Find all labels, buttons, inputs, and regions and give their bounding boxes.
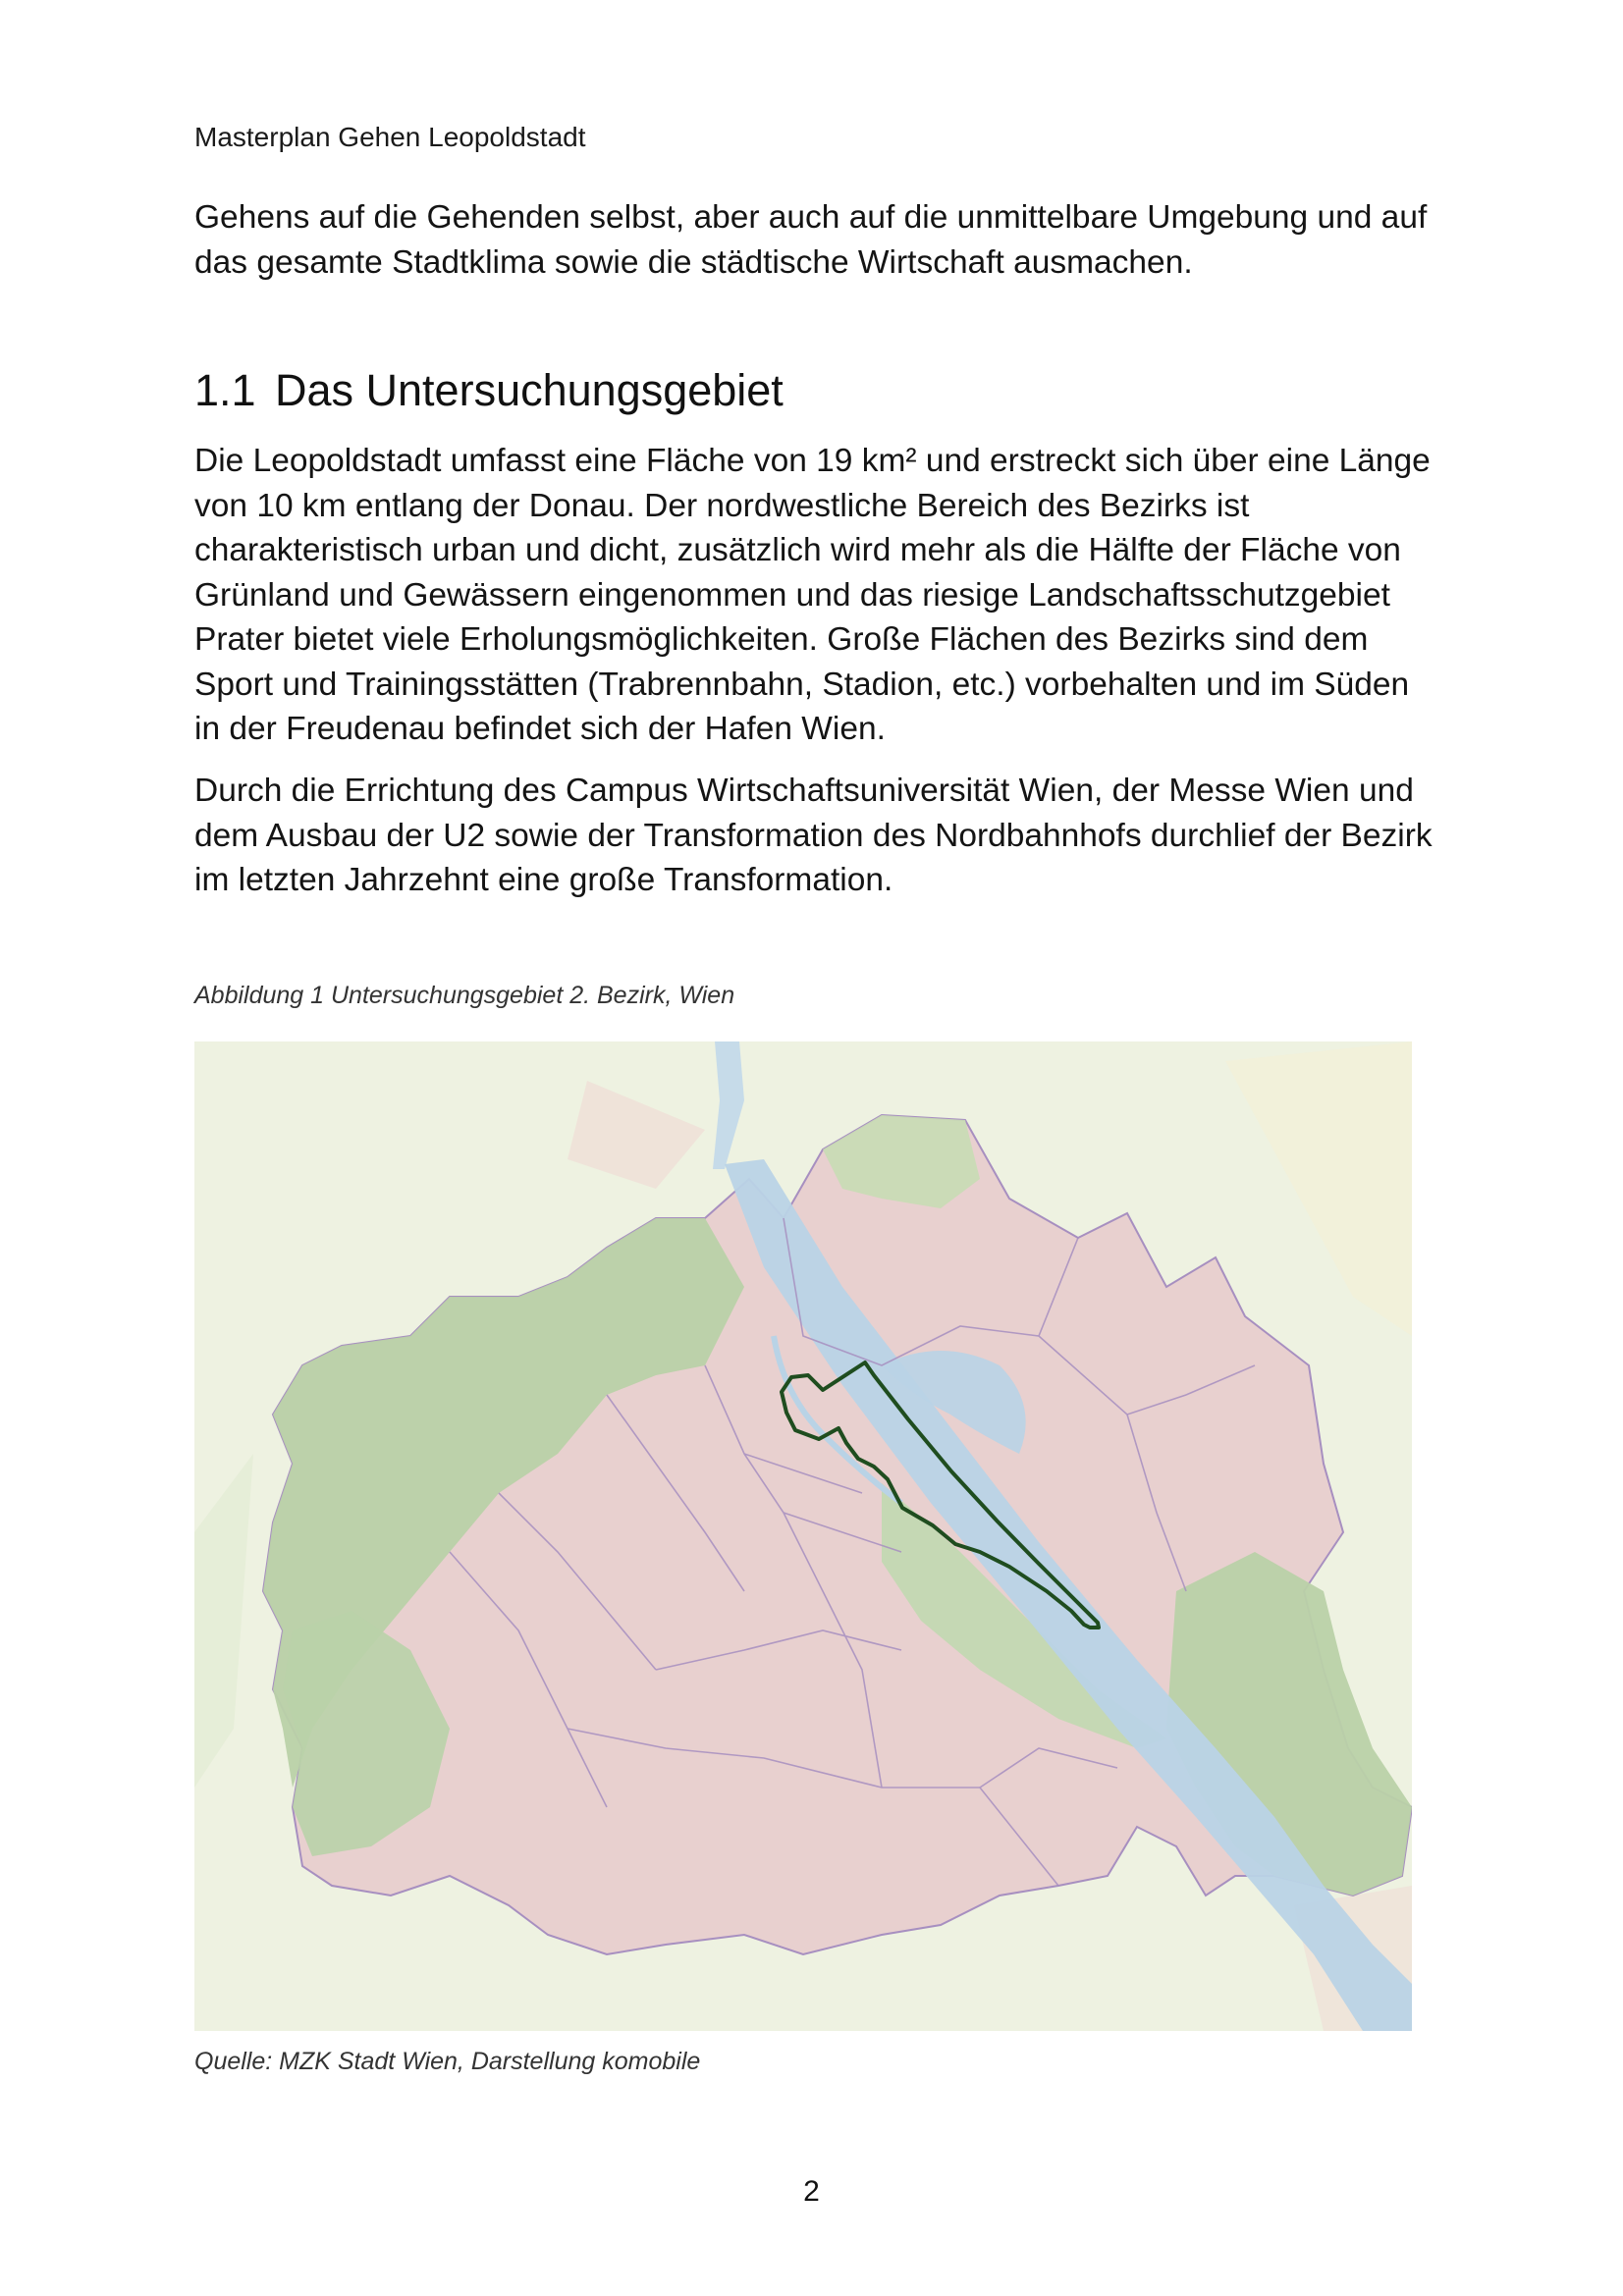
- section-number: 1.1: [194, 365, 256, 415]
- running-header: Masterplan Gehen Leopoldstadt: [194, 122, 586, 152]
- figure-source: Quelle: MZK Stadt Wien, Darstellung komobile: [194, 2048, 701, 2075]
- map-svg: [194, 1041, 1412, 2031]
- page-number: 2: [803, 2175, 820, 2208]
- paragraph-area-description: Die Leopoldstadt umfasst eine Fläche von 19 km² und erstreckt sich über eine Länge von 10 km entlang der Donau. Der nordwestliche Bereich des Bezirks ist charakteristisch urban und dicht, zusätzlich wird mehr als die Hälfte der Fläche von Grünland und Gewässern eingenommen und das riesige Landschaftsschutzgebiet Prater bietet viele Erholungsmöglichkeiten. Große Flächen des Bezirks sind dem Sport und Trainingsstätten (Trabrennbahn, Stadion, etc.) vorbehalten und im Süden in der Freudenau befindet sich der Hafen Wien.: [194, 443, 1431, 747]
- vienna-map-figure: [194, 1041, 1412, 2031]
- figure-caption: Abbildung 1 Untersuchungsgebiet 2. Bezirk, Wien: [194, 982, 735, 1009]
- section-title: Das Untersuchungsgebiet: [275, 365, 784, 415]
- intro-paragraph: Gehens auf die Gehenden selbst, aber auch auf die unmittelbare Umgebung und auf das gesamte Stadtklima sowie die städtische Wirtschaft ausmachen.: [194, 199, 1428, 281]
- paragraph-transformation: Durch die Errichtung des Campus Wirtschaftsuniversität Wien, der Messe Wien und dem Ausbau der U2 sowie der Transformation des Nordbahnhofs durchlief der Bezirk im letzten Jahrzehnt eine große Transformation.: [194, 773, 1433, 898]
- section-heading: [194, 365, 784, 416]
